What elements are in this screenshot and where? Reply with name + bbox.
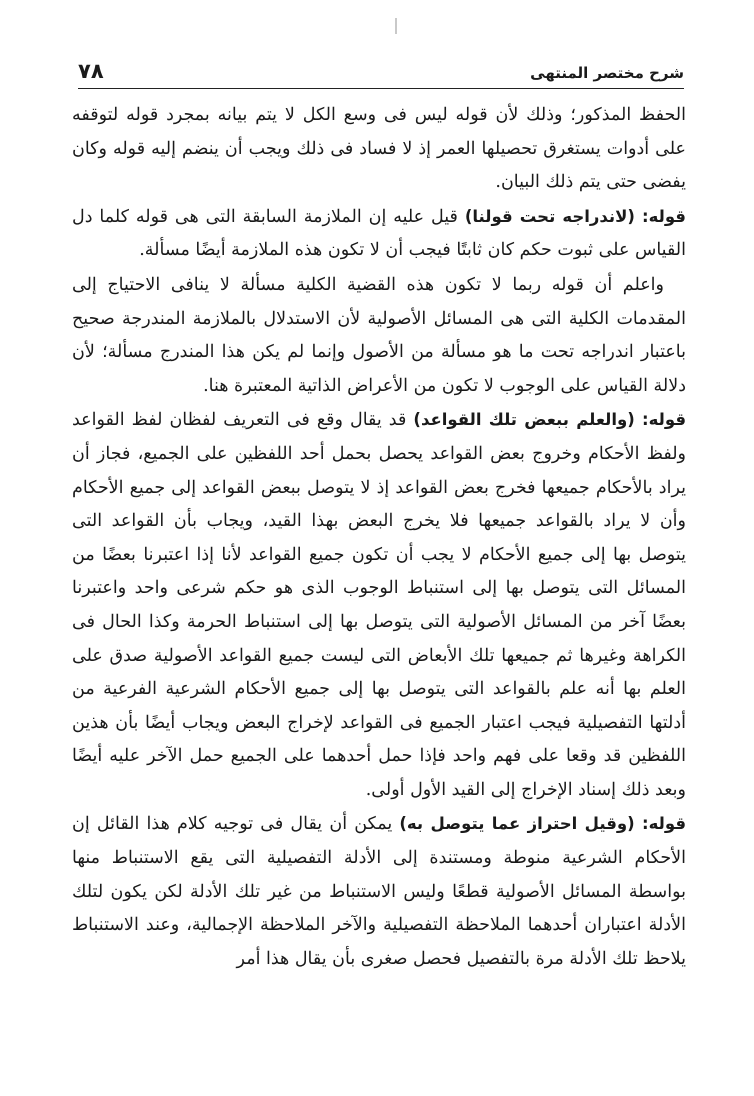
book-title: شرح مختصر المنتهى xyxy=(530,64,684,82)
scan-mark xyxy=(395,18,397,34)
paragraph-1 xyxy=(72,98,686,200)
paragraph-4 xyxy=(72,403,686,807)
paragraph-5 xyxy=(72,807,686,976)
paragraph-1-text: الحفظ المذكور؛ وذلك لأن قوله ليس فى وسع الكل لا يتم بيانه بمجرد قوله لتوقفه على أدوات يستغرق تحصيلها العمر إذ لا فساد فى ذلك ويجب أن ينضم إليه قوله وكان يفضى حتى يتم ذلك البيان. xyxy=(72,105,686,193)
paragraph-2-lead: قوله: (لاندراجه تحت قولنا) xyxy=(464,206,686,226)
paragraph-4-lead: قوله: (والعلم ببعض تلك القواعد) xyxy=(413,410,687,430)
running-header xyxy=(78,54,684,89)
paragraph-3-text: واعلم أن قوله ربما لا تكون هذه القضية الكلية مسألة لا ينافى الاحتياج إلى المقدمات الكلية التى هى المسائل الأصولية لأن الاستدلال بالملازمة المندرجة صحيح باعتبار اندراجه تحت ما هو مسألة من الأصول وإنما لم يكن هذا المندرج مسألة؛ لأن دلالة القياس على الوجوب لا تكون من الأعراض الذاتية المعتبرة هنا. xyxy=(72,274,686,396)
paragraph-3 xyxy=(72,268,686,403)
paragraph-2 xyxy=(72,200,686,268)
paragraph-4-text: قد يقال وقع فى التعريف لفظان لفظ القواعد ولفظ الأحكام وخروج بعض القواعد يحصل بحمل أحد اللفظين على الجميع، فجاز أن يراد بالأحكام جميعها فخرج بعض القواعد إذ لا يتوصل ببعض القواعد إلى جميع الأحكام وأن لا يراد بالقواعد جميعها فلا يخرج البعض بهذا القيد، ويجاب بأن القواعد التى يتوصل بها إلى جميع الأحكام لا يجب أن تكون جميع القواعد لأنا إذا اعتبرنا بعضًا من المسائل التى يتوصل بها إلى استنباط الوجوب الذى هو حكم شرعى واحد واعتبرنا بعضًا آخر من المسائل الأصولية التى يتوصل بها إلى استنباط الحرمة وكذا الحال فى الكراهة وغيرها ثم جميعها تلك الأبعاض التى ليست جميع القواعد الأصولية صدق على العلم بها أنه علم بالقواعد التى يتوصل بها إلى جميع الأحكام الشرعية الفرعية من أدلتها التفصيلية فيجب اعتبار الجميع فى القواعد لإخراج البعض ويجاب أيضًا بأن هذين اللفظين قد وقعا على فهم واحد فإذا حمل أحدهما على الجميع حمل الآخر عليه أيضًا وبعد ذلك إسناد الإخراج إلى القيد الأول أولى. xyxy=(72,410,686,800)
paragraph-2-text: قيل عليه إن الملازمة السابقة التى هى قوله كلما دل القياس على ثبوت حكم كان ثابتًا فيجب أن لا تكون هذه الملازمة أيضًا مسألة. xyxy=(72,206,686,261)
page-body xyxy=(72,98,686,976)
page-number: ٧٨ xyxy=(78,59,104,83)
paragraph-5-text: يمكن أن يقال فى توجيه كلام هذا القائل إن الأحكام الشرعية منوطة ومستندة إلى الأدلة التفصيلية التى يقع الاستنباط منها بواسطة المسائل الأصولية قطعًا وليس الاستنباط من غير تلك الأدلة لكن يكون لتلك الأدلة اعتباران أحدهما الملاحظة التفصيلية والآخر الملاحظة الإجمالية، وعند الاستنباط يلاحظ تلك الأدلة مرة بالتفصيل فحصل صغرى بأن يقال هذا أمر xyxy=(72,814,686,969)
paragraph-5-lead: قوله: (وقيل احتراز عما يتوصل به) xyxy=(399,814,687,834)
